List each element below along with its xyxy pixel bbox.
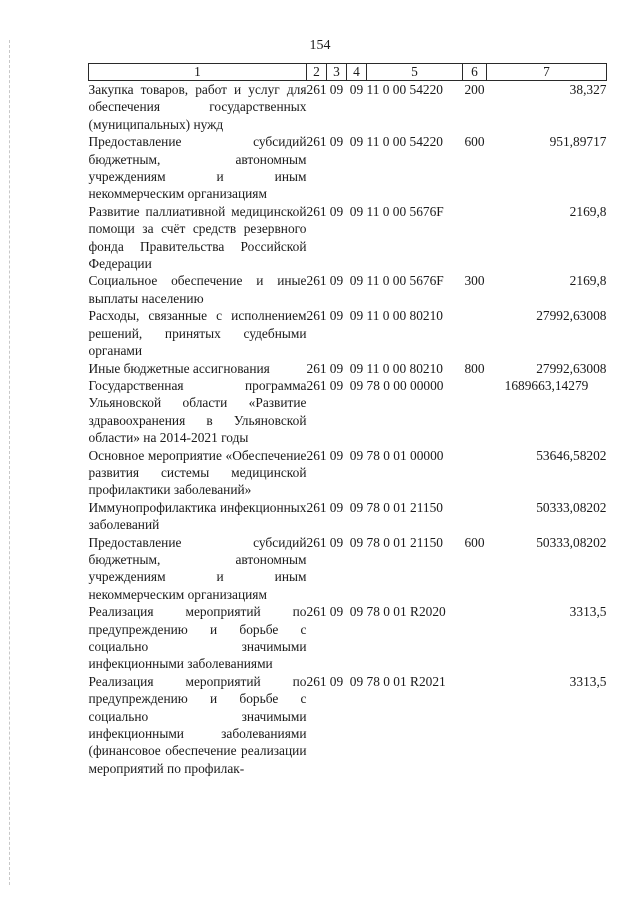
column-header-section: 3 <box>327 64 347 81</box>
row-amount: 1689663,14279 <box>504 377 589 393</box>
table-row <box>89 133 607 203</box>
row-ministry-code: 261 <box>306 360 327 376</box>
row-section-code: 09 <box>329 377 344 393</box>
row-target-code: 11 0 00 54220 <box>366 82 443 97</box>
table-row <box>89 377 607 447</box>
table-header-row <box>89 64 607 81</box>
row-target-code: 78 0 01 R2020 <box>366 604 446 620</box>
row-target-code: 11 0 00 80210 <box>366 360 443 376</box>
row-expense-type-code <box>463 447 487 499</box>
row-section-code: 09 <box>329 203 344 219</box>
row-name: Развитие паллиативной медицинской помощи за счёт средств резервного фонда Правительства Российской Федерации <box>88 203 307 272</box>
row-ministry-code: 261 <box>306 377 327 393</box>
row-name: Предоставление субсидий бюджетным, автономным учреждениям и иным некоммерческим организациям <box>88 134 307 202</box>
table-row <box>89 499 607 534</box>
row-expense-type-code <box>463 603 487 673</box>
table-row <box>89 534 607 604</box>
row-section-code: 09 <box>329 604 344 620</box>
row-target-code: 78 0 01 21150 <box>366 534 443 550</box>
row-section-code: 09 <box>329 360 344 376</box>
row-ministry-code: 261 <box>306 273 327 289</box>
column-header-target-code: 5 <box>367 64 463 81</box>
row-amount: 2169,8 <box>569 273 607 289</box>
row-ministry-code: 261 <box>306 447 327 463</box>
row-amount: 3313,5 <box>569 604 607 620</box>
row-name: Расходы, связанные с исполнением решений, принятых судебными органами <box>88 308 307 359</box>
row-expense-type-code: 200 <box>464 82 485 97</box>
row-amount: 50333,08202 <box>536 534 607 550</box>
row-ministry-code: 261 <box>306 534 327 550</box>
row-expense-type-code <box>463 203 487 273</box>
row-amount: 3313,5 <box>569 673 607 689</box>
row-expense-type-code: 300 <box>464 273 485 289</box>
table-row <box>89 673 607 777</box>
row-subsection-code: 09 <box>349 134 364 150</box>
table-row <box>89 447 607 499</box>
row-expense-type-code <box>463 499 487 534</box>
row-expense-type-code: 800 <box>464 360 485 376</box>
row-subsection-code: 09 <box>349 604 364 620</box>
row-subsection-code: 09 <box>349 82 364 97</box>
row-subsection-code: 09 <box>349 673 364 689</box>
row-target-code: 78 0 01 00000 <box>366 447 444 463</box>
row-subsection-code: 09 <box>349 308 364 324</box>
row-amount: 27992,63008 <box>536 360 607 376</box>
row-name: Государственная программа Ульяновской области «Развитие здравоохранения в Ульяновской области» на 2014-2021 годы <box>88 377 307 446</box>
row-section-code: 09 <box>329 499 344 515</box>
row-ministry-code: 261 <box>306 134 327 150</box>
column-header-ministry: 2 <box>307 64 327 81</box>
row-subsection-code: 09 <box>349 534 364 550</box>
row-target-code: 11 0 00 5676F <box>366 273 444 289</box>
row-amount: 951,89717 <box>549 134 607 150</box>
row-expense-type-code: 600 <box>464 534 485 550</box>
row-amount: 2169,8 <box>569 203 607 219</box>
row-amount: 38,327 <box>569 82 607 97</box>
table-row <box>89 81 607 134</box>
row-target-code: 11 0 00 80210 <box>366 308 443 324</box>
row-target-code: 78 0 01 21150 <box>366 499 443 515</box>
row-expense-type-code <box>463 377 487 447</box>
row-name: Социальное обеспечение и иные выплаты населению <box>88 273 307 306</box>
row-expense-type-code <box>463 673 487 777</box>
row-name: Предоставление субсидий бюджетным, автономным учреждениям и иным некоммерческим организациям <box>88 534 307 602</box>
row-section-code: 09 <box>329 82 344 97</box>
budget-table <box>88 63 607 777</box>
table-row <box>89 307 607 359</box>
row-section-code: 09 <box>329 273 344 289</box>
column-header-expense-type: 6 <box>463 64 487 81</box>
row-amount: 27992,63008 <box>536 308 607 324</box>
row-expense-type-code <box>463 307 487 359</box>
row-name: Иммунопрофилактика инфекционных заболеваний <box>88 499 307 533</box>
table-row <box>89 272 607 307</box>
row-section-code: 09 <box>329 534 344 550</box>
row-ministry-code: 261 <box>306 673 327 689</box>
row-subsection-code: 09 <box>349 273 364 289</box>
row-ministry-code: 261 <box>306 82 327 97</box>
page-edge-mark <box>9 40 10 885</box>
row-ministry-code: 261 <box>306 604 327 620</box>
row-name: Реализация мероприятий по предупреждению и борьбе с социально значимыми инфекционными заболеваниями (финансовое обеспечение реализации мероприятий по профилак- <box>88 673 307 776</box>
row-ministry-code: 261 <box>306 499 327 515</box>
row-subsection-code: 09 <box>349 203 364 219</box>
column-header-amount: 7 <box>487 64 607 81</box>
table-row <box>89 603 607 673</box>
row-section-code: 09 <box>329 308 344 324</box>
row-ministry-code: 261 <box>306 308 327 324</box>
row-target-code: 11 0 00 54220 <box>366 134 443 150</box>
page-number: 154 <box>309 38 331 53</box>
row-name: Реализация мероприятий по предупреждению и борьбе с социально значимыми инфекционными заболеваниями <box>88 604 307 672</box>
column-header-name: 1 <box>89 64 307 81</box>
row-section-code: 09 <box>329 673 344 689</box>
row-subsection-code: 09 <box>349 447 364 463</box>
table-row <box>89 203 607 273</box>
row-amount: 53646,58202 <box>536 447 607 463</box>
column-header-subsection: 4 <box>347 64 367 81</box>
row-section-code: 09 <box>329 447 344 463</box>
row-name: Основное мероприятие «Обеспечение развития системы медицинской профилактики заболеваний» <box>88 447 307 498</box>
row-name: Закупка товаров, работ и услуг для обеспечения государственных (муниципальных) нужд <box>88 82 307 132</box>
row-section-code: 09 <box>329 134 344 150</box>
table-row <box>89 360 607 377</box>
row-name: Иные бюджетные ассигнования <box>88 360 270 376</box>
row-target-code: 78 0 01 R2021 <box>366 673 446 689</box>
row-subsection-code: 09 <box>349 360 364 376</box>
row-target-code: 78 0 00 00000 <box>366 377 444 393</box>
row-ministry-code: 261 <box>306 203 327 219</box>
row-subsection-code: 09 <box>349 499 364 515</box>
row-expense-type-code: 600 <box>464 134 485 150</box>
row-target-code: 11 0 00 5676F <box>366 203 444 219</box>
row-subsection-code: 09 <box>349 377 364 393</box>
row-amount: 50333,08202 <box>536 499 607 515</box>
